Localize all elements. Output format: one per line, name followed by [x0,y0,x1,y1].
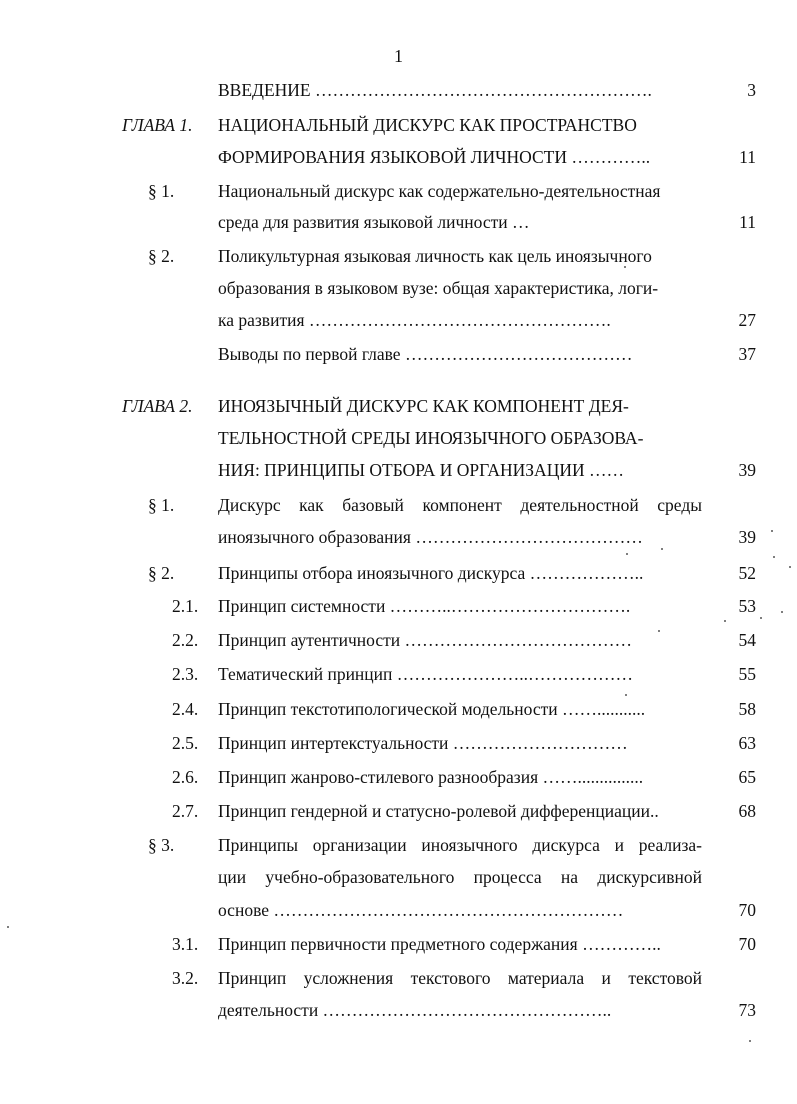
toc-subsection-number: 2.1. [172,596,199,616]
toc-subsection-number: 2.7. [172,801,199,821]
toc-page: 39 [738,460,756,480]
toc-page: 37 [738,344,756,364]
toc-section-2-3[interactable] [0,834,797,926]
toc-page: 70 [738,934,756,954]
scan-speck [661,548,663,550]
scan-speck [625,694,627,696]
toc-subsection-number: 2.3. [172,664,199,684]
toc-subsection-number: 3.2. [172,968,199,988]
toc-title-line-2: ФОРМИРОВАНИЯ ЯЗЫКОВОЙ ЛИЧНОСТИ ………….. [218,147,651,167]
toc-page: 52 [738,563,756,583]
toc-section-number: § 1. [148,495,175,515]
scan-speck [624,266,626,268]
toc-page: 11 [739,147,756,167]
toc-section-number: § 2. [148,563,175,583]
toc-section-2-2[interactable] [0,562,797,586]
toc-subsection-number: 2.2. [172,630,199,650]
toc-subsection[interactable] [0,766,797,790]
toc-title: Принцип жанрово-стилевого разнообразия ……............... [218,767,644,787]
scan-speck [760,617,762,619]
toc-entry-intro[interactable] [0,79,797,103]
toc-subsection[interactable] [0,629,797,653]
scan-speck [724,620,726,622]
toc-section-number: § 1. [148,181,175,201]
scan-speck [773,556,775,558]
toc-title-line-1: Принципы организации иноязычного дискурса и реализа- [218,835,702,855]
toc-subsection[interactable] [0,933,797,957]
toc-section-1-1[interactable] [0,180,797,240]
toc-subsection[interactable] [0,967,797,1027]
toc-section-number: § 2. [148,246,175,266]
toc-title-line-1: Дискурс как базовый компонент деятельностной среды [218,495,702,515]
toc-page: 65 [738,767,756,787]
toc-title-line-2: ции учебно-образовательного процесса на дискурсивной [218,867,702,887]
toc-page: 68 [738,801,756,821]
toc-title: Тематический принцип …………………..……………… [218,664,634,684]
toc-title-line-2: деятельности ………………………………………….. [218,1000,612,1020]
toc-section-1-2[interactable] [0,245,797,335]
toc-page: 11 [739,212,756,232]
toc-chapter-label: ГЛАВА 2. [122,396,193,416]
toc-title-line-1: Национальный дискурс как содержательно-деятельностная [218,181,661,201]
toc-section-number: § 3. [148,835,175,855]
toc-title: Принцип первичности предметного содержания ………….. [218,934,661,954]
toc-subsection[interactable] [0,595,797,619]
toc-subsection[interactable] [0,800,797,824]
scan-speck [771,530,773,532]
toc-subsection-number: 2.5. [172,733,199,753]
toc-chapter-label: ГЛАВА 1. [122,115,193,135]
toc-page: 27 [738,310,756,330]
toc-page: 53 [738,596,756,616]
toc-page: 73 [738,1000,756,1020]
toc-title-line-3: основе …………………………………………………… [218,900,624,920]
toc-chapter-1[interactable] [0,114,797,174]
toc-subsection-number: 3.1. [172,934,199,954]
toc-page: 39 [738,527,756,547]
scan-speck [749,1040,751,1042]
toc-subsection-number: 2.6. [172,767,199,787]
toc-title: Принцип интертекстуальности ………………………… [218,733,628,753]
scan-speck [789,566,791,568]
toc-page: 63 [738,733,756,753]
toc-subsection[interactable] [0,698,797,722]
scan-speck [658,630,660,632]
toc-title: Принципы отбора иноязычного дискурса ……………….. [218,563,644,583]
toc-title-line-2: среда для развития языковой личности … [218,212,530,232]
toc-title-line-1: НАЦИОНАЛЬНЫЙ ДИСКУРС КАК ПРОСТРАНСТВО [218,115,637,135]
toc-page: 70 [738,900,756,920]
page-number: 1 [394,46,403,66]
toc-conclusions-1[interactable] [0,343,797,367]
toc-section-2-1[interactable] [0,494,797,554]
scan-speck [781,611,783,613]
toc-subsection[interactable] [0,732,797,756]
toc-page: 58 [738,699,756,719]
toc-title-line-2: образования в языковом вузе: общая характеристика, логи- [218,278,659,298]
toc-title-line-1: Поликультурная языковая личность как цель иноязычного [218,246,652,266]
toc-title: Принцип текстотипологической модельности ……........... [218,699,646,719]
toc-subsection[interactable] [0,663,797,687]
toc-chapter-2[interactable] [0,395,797,485]
toc-title-line-1: Принцип усложнения текстового материала и текстовой [218,968,702,988]
toc-subsection-number: 2.4. [172,699,199,719]
toc-page: 55 [738,664,756,684]
scan-speck [7,926,9,928]
toc-page: 54 [738,630,756,650]
toc-title: Принцип аутентичности ………………………………… [218,630,633,650]
toc-title: ВВЕДЕНИЕ …………………………………………………. [218,80,652,100]
toc-title-line-1: ИНОЯЗЫЧНЫЙ ДИСКУРС КАК КОМПОНЕНТ ДЕЯ- [218,396,629,416]
toc-title-line-2: иноязычного образования ………………………………… [218,527,643,547]
toc-title: Принцип системности ………..…………………………. [218,596,631,616]
scan-speck [626,553,628,555]
toc-title-line-3: НИЯ: ПРИНЦИПЫ ОТБОРА И ОРГАНИЗАЦИИ …… [218,460,624,480]
toc-title-line-2: ТЕЛЬНОСТНОЙ СРЕДЫ ИНОЯЗЫЧНОГО ОБРАЗОВА- [218,428,644,448]
toc-title-line-3: ка развития ……………………………………………. [218,310,611,330]
toc-title: Выводы по первой главе ………………………………… [218,344,633,364]
toc-title: Принцип гендерной и статусно-ролевой дифференциации.. [218,801,659,821]
toc-page: 3 [747,80,756,100]
